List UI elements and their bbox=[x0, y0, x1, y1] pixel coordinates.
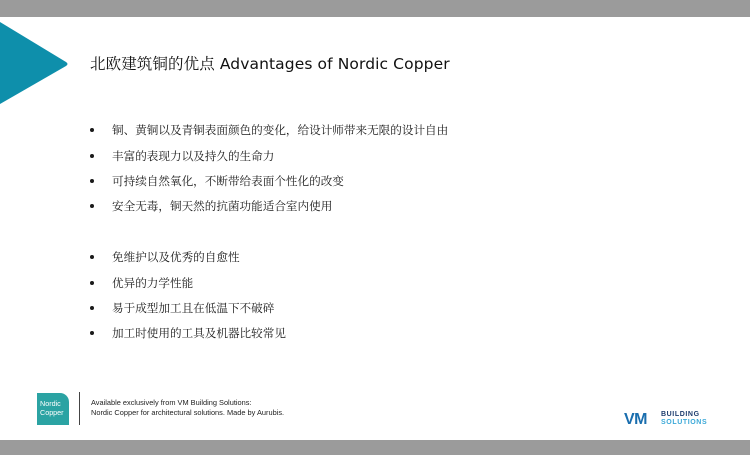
bullet-dot-icon bbox=[90, 281, 94, 285]
bullet-text: 加工时使用的工具及机器比较常见 bbox=[112, 326, 286, 340]
footer-text-line-2: Nordic Copper for architectural solutions. Made by Aurubis. bbox=[91, 408, 285, 417]
bullet-dot-icon bbox=[90, 255, 94, 259]
nordic-copper-logo bbox=[37, 393, 69, 425]
vm-word-building: BUILDING bbox=[661, 411, 700, 418]
bullet-text: 安全无毒，铜天然的抗菌功能适合室内使用 bbox=[112, 199, 333, 213]
bottom-bar bbox=[0, 440, 750, 455]
logo-line-2: Copper bbox=[40, 408, 64, 417]
footer-text bbox=[91, 398, 284, 418]
bullet-dot-icon bbox=[90, 306, 94, 310]
bullet-text: 丰富的表现力以及持久的生命力 bbox=[112, 149, 275, 163]
logo-line-1: Nordic bbox=[40, 399, 61, 408]
bullet-text: 优异的力学性能 bbox=[112, 276, 194, 290]
bullet-dot-icon bbox=[90, 331, 94, 335]
bullet-dot-icon bbox=[90, 128, 94, 132]
bullet-text: 铜、黄铜以及青铜表面颜色的变化，给设计师带来无限的设计自由 bbox=[112, 123, 449, 137]
vm-mark: VM bbox=[624, 411, 647, 428]
footer-divider bbox=[79, 392, 80, 425]
bullet-text: 免维护以及优秀的自愈性 bbox=[112, 250, 240, 264]
footer-text-line-1: Available exclusively from VM Building Solutions: bbox=[91, 398, 252, 407]
accent-chevron-shape bbox=[0, 22, 70, 106]
slide-title: 北欧建筑铜的优点 Advantages of Nordic Copper bbox=[90, 55, 450, 73]
bullet-text: 可持续自然氧化，不断带给表面个性化的改变 bbox=[112, 174, 344, 188]
vm-word-solutions: SOLUTIONS bbox=[661, 419, 708, 426]
bullet-dot-icon bbox=[90, 179, 94, 183]
bullet-dot-icon bbox=[90, 204, 94, 208]
bullet-text: 易于成型加工且在低温下不破碎 bbox=[112, 301, 275, 315]
top-bar bbox=[0, 0, 750, 17]
bullet-dot-icon bbox=[90, 154, 94, 158]
